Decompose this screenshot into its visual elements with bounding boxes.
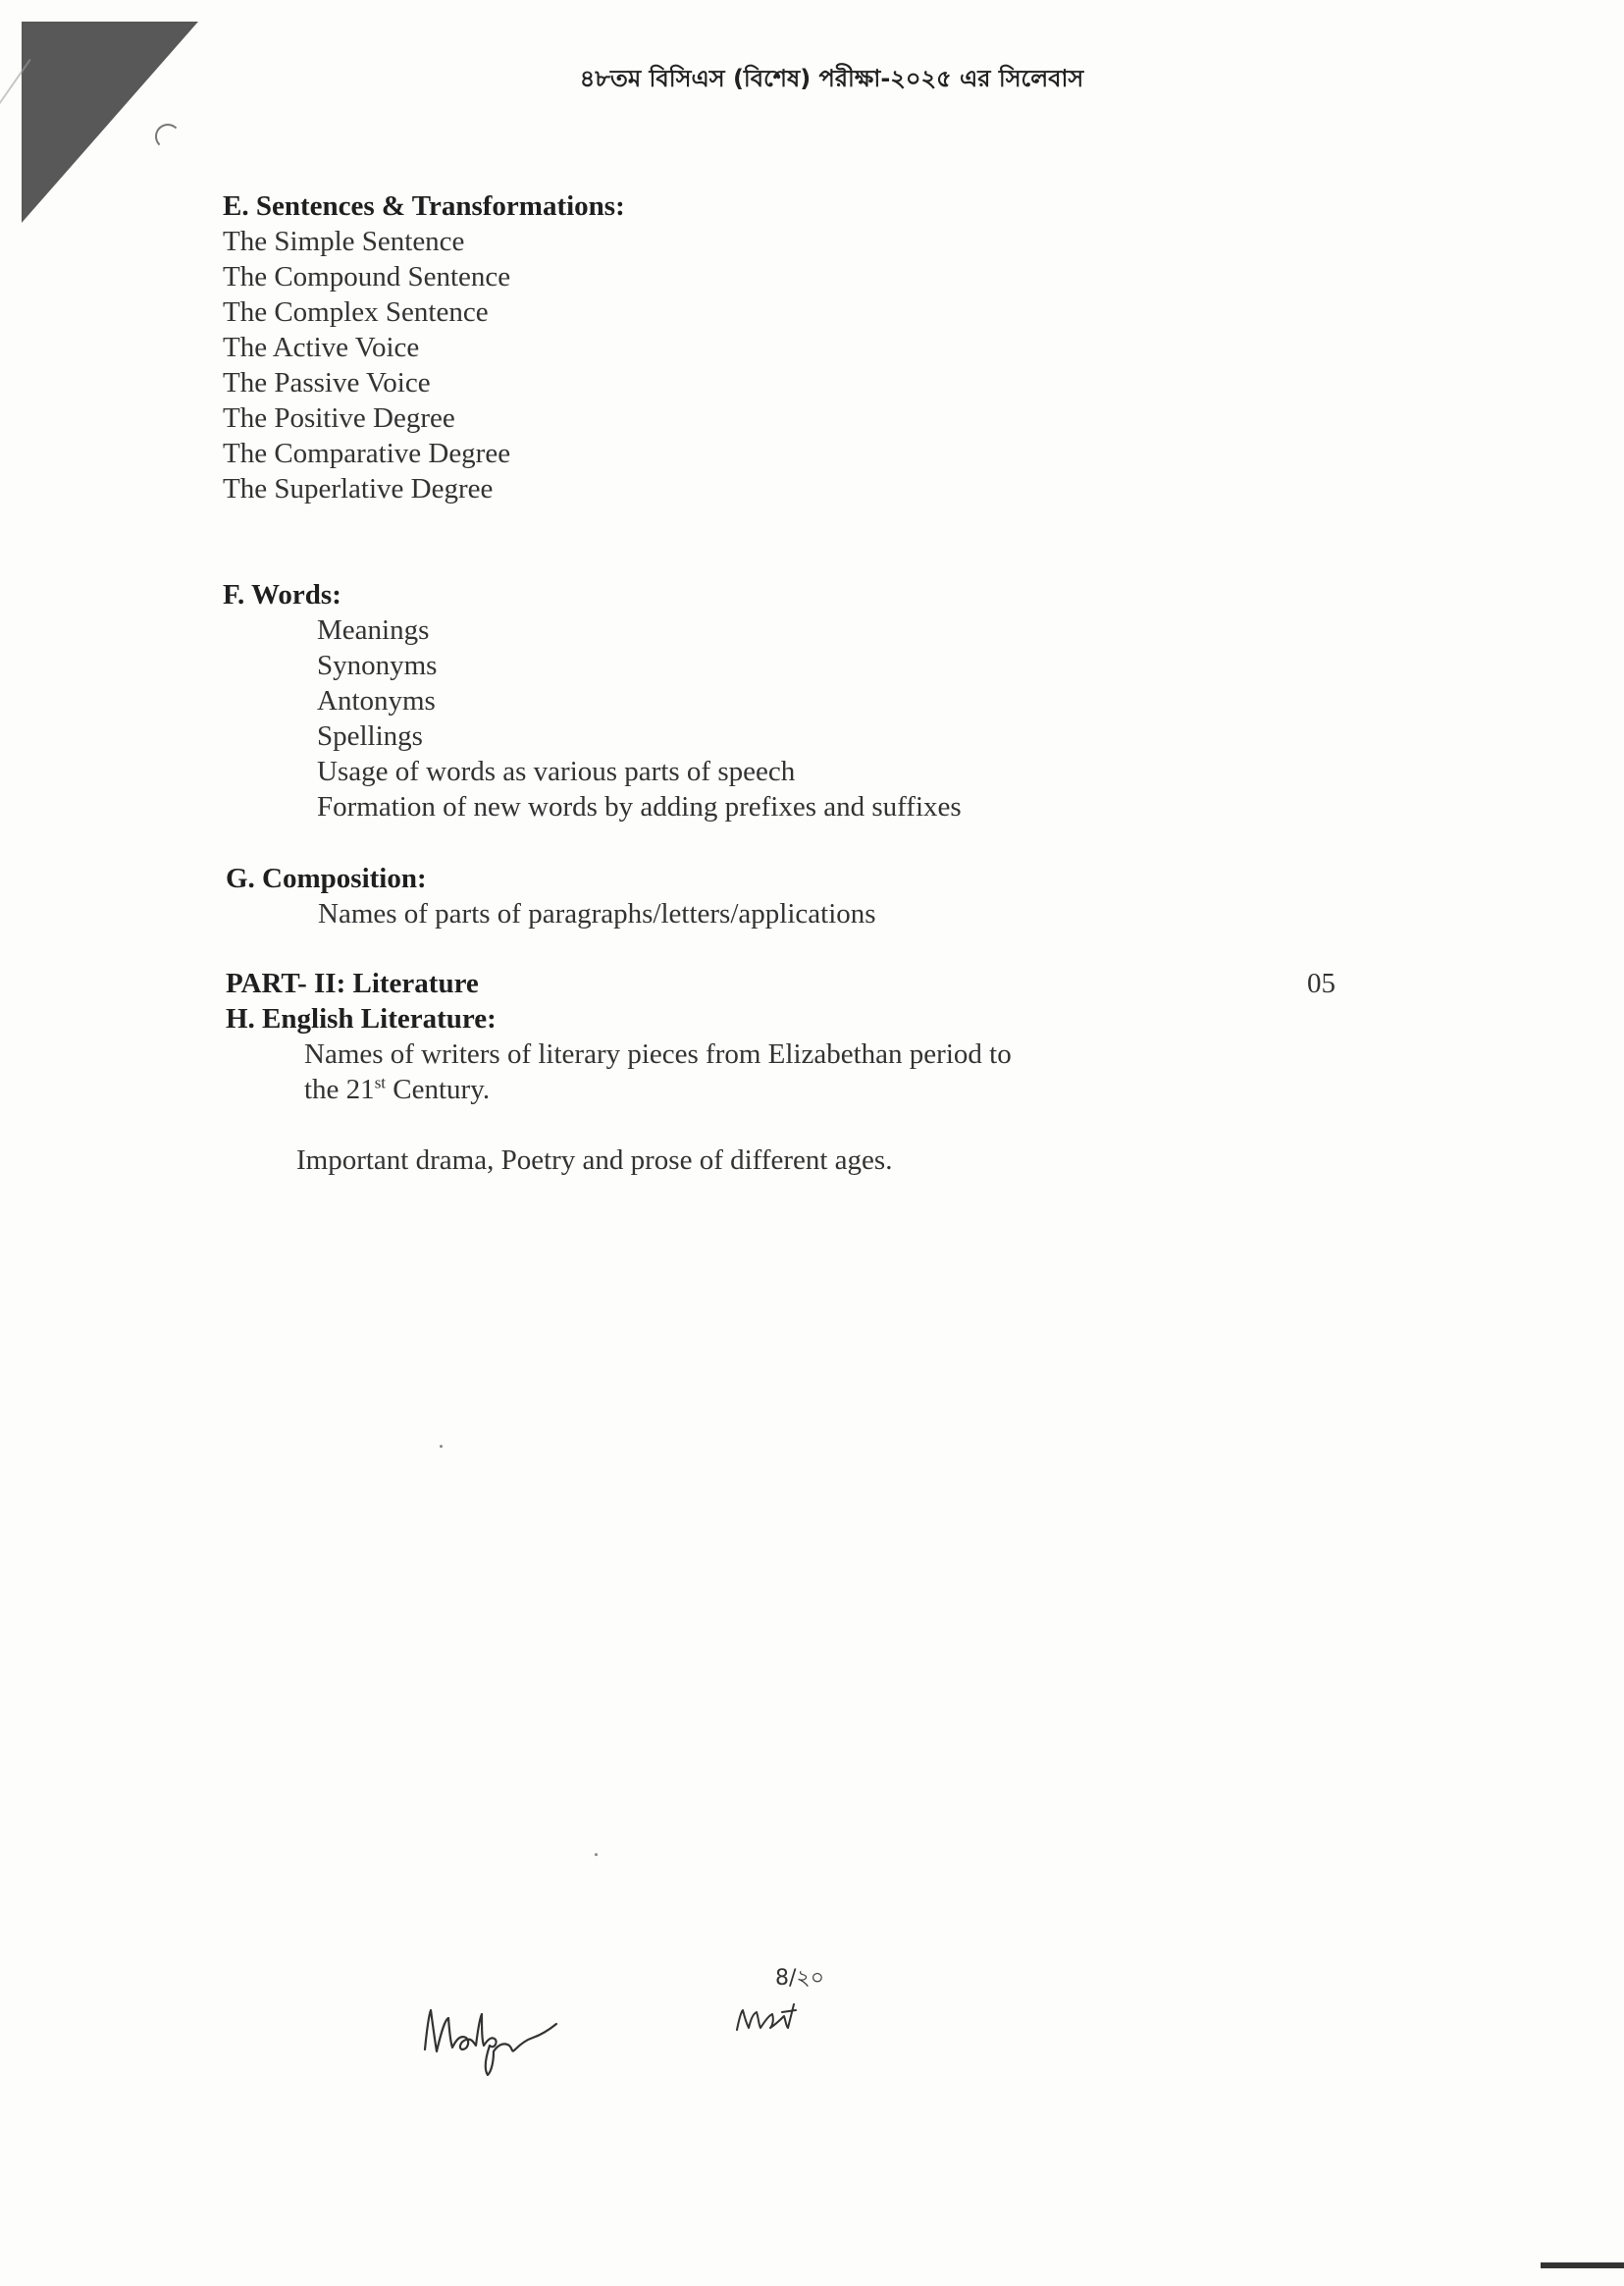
- part-heading: PART- II: Literature: [226, 968, 479, 999]
- list-item: Important drama, Poetry and prose of different ages.: [296, 1144, 893, 1176]
- century-text-end: Century.: [386, 1074, 491, 1105]
- section-heading: H. English Literature:: [226, 1003, 497, 1035]
- marks-value: 05: [1307, 968, 1336, 999]
- scan-speck: [440, 1445, 443, 1448]
- list-item: The Complex Sentence: [223, 296, 489, 328]
- section-heading: G. Composition:: [226, 863, 427, 894]
- section-composition: [226, 861, 876, 931]
- list-item: The Active Voice: [223, 332, 420, 363]
- section-heading: E. Sentences & Transformations:: [223, 190, 625, 222]
- section-part-two-literature: [226, 966, 1012, 1178]
- list-item: Synonyms: [317, 650, 438, 681]
- section-words: [223, 577, 962, 824]
- list-item: Names of parts of paragraphs/letters/applications: [318, 898, 876, 930]
- scan-edge-mark: [1541, 2262, 1624, 2268]
- list-item: The Compound Sentence: [223, 261, 511, 292]
- scan-speck: [595, 1853, 598, 1856]
- list-item: Names of writers of literary pieces from Elizabethan period to: [304, 1038, 1012, 1070]
- list-item: Meanings: [317, 614, 430, 646]
- list-item: Formation of new words by adding prefixes and suffixes: [317, 791, 962, 823]
- section-heading: F. Words:: [223, 579, 341, 611]
- page-header: ৪৮তম বিসিএস (বিশেষ) পরীক্ষা-২০২৫ এর সিলেবাস: [579, 65, 1084, 92]
- page-number: 8/২০: [775, 1966, 825, 1991]
- list-item: [226, 1072, 1012, 1107]
- scan-corner-shadow: [22, 22, 198, 223]
- ordinal-suffix: st: [374, 1073, 387, 1092]
- signature-masi: [731, 1991, 819, 2054]
- scan-corner-mark: [155, 124, 181, 149]
- spacer: [226, 1107, 1012, 1143]
- list-item: The Superlative Degree: [223, 473, 494, 505]
- list-item: The Comparative Degree: [223, 438, 511, 469]
- list-item: Antonyms: [317, 685, 436, 717]
- list-item: Spellings: [317, 720, 423, 752]
- signature-mahfuz: [417, 1981, 584, 2084]
- list-item: The Positive Degree: [223, 402, 455, 434]
- list-item: The Simple Sentence: [223, 226, 465, 257]
- century-text: the 21: [304, 1074, 375, 1105]
- list-item: The Passive Voice: [223, 367, 431, 399]
- list-item: Usage of words as various parts of speech: [317, 756, 796, 787]
- section-sentences-transformations: [223, 188, 625, 506]
